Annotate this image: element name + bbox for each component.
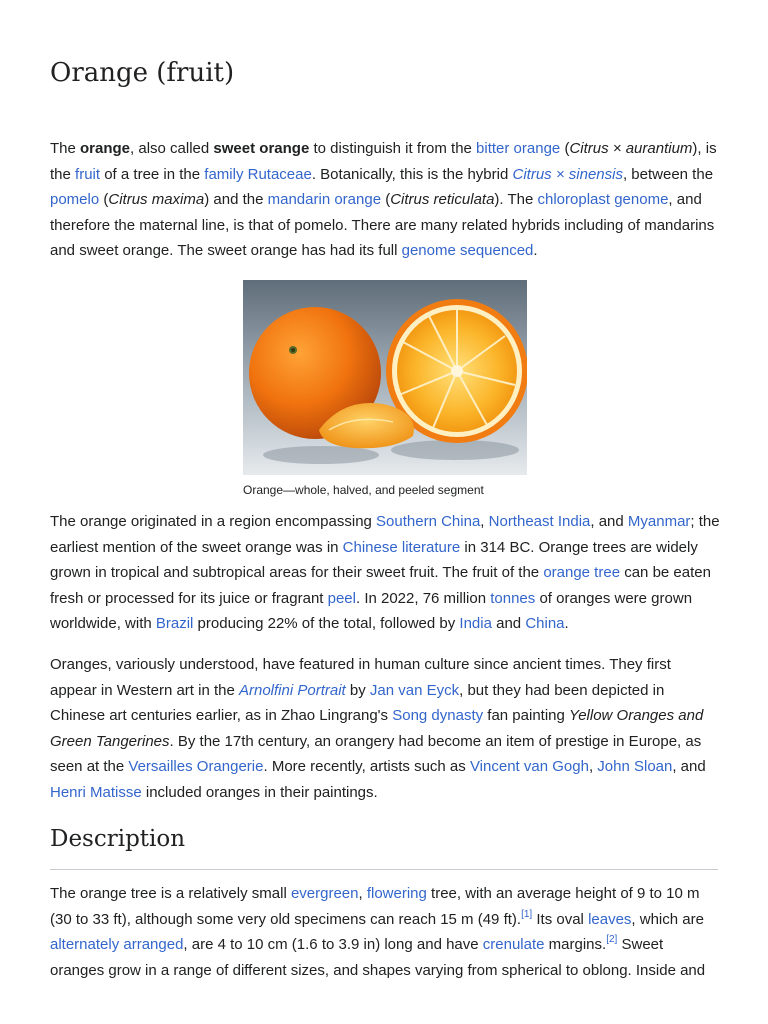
text: . In 2022, 76 million	[355, 589, 491, 607]
text: The	[50, 140, 81, 157]
italic-citrus-maxima: Citrus maxima	[108, 191, 205, 209]
link-brazil[interactable]: Brazil	[155, 615, 194, 633]
text: . Botanically, this is the hybrid	[311, 165, 513, 183]
text: The orange tree is a relatively small	[50, 885, 291, 902]
bold-term-orange: orange	[80, 140, 131, 157]
text: of oranges were grown worldwide, with	[50, 589, 693, 633]
text: (	[99, 191, 109, 209]
text: . By the 17th century, an orangery had become an item of prestige in Europe, as seen at the	[50, 732, 702, 776]
text: Its oval	[532, 910, 589, 928]
text: .	[533, 242, 538, 260]
link-china[interactable]: China	[525, 615, 565, 633]
italic-citrus-aurantium: Citrus × aurantium	[569, 140, 693, 157]
link-flowering[interactable]: flowering	[366, 885, 427, 902]
text: , and	[672, 758, 706, 776]
link-john-sloan[interactable]: John Sloan	[597, 758, 673, 776]
link-versailles-orangerie[interactable]: Versailles Orangerie	[128, 758, 264, 776]
text: , also called	[130, 140, 214, 157]
link-fruit[interactable]: fruit	[75, 165, 101, 183]
text: , between the	[622, 165, 714, 183]
link-peel[interactable]: peel	[327, 589, 356, 607]
text: by	[345, 681, 370, 699]
text: , which are	[631, 910, 704, 928]
link-song-dynasty[interactable]: Song dynasty	[392, 707, 484, 725]
link-myanmar[interactable]: Myanmar	[627, 513, 691, 530]
text: ). The	[494, 191, 538, 209]
link-mandarin-orange[interactable]: mandarin orange	[267, 191, 382, 209]
text: , and therefore the maternal line, is that of pomelo. There are many related hybrids including of mandarins and sweet orange. The sweet orange has had its full	[50, 191, 715, 260]
link-citrus-sinensis-text: Citrus × sinensis	[512, 165, 623, 183]
text: The orange originated in a region encompassing	[50, 513, 377, 530]
page-title: Orange (fruit)	[50, 58, 235, 88]
link-genome-sequenced[interactable]: genome sequenced	[401, 242, 534, 260]
text: tree, with an average height of 9 to 10 m (30 to 33 ft), although some very old specimens can reach 15 m (49 ft).	[50, 885, 700, 928]
reference-1[interactable]	[521, 909, 532, 920]
link-arnolfini-portrait-text: Arnolfini Portrait	[239, 681, 346, 699]
text: ,	[588, 758, 598, 776]
link-vincent-van-gogh[interactable]: Vincent van Gogh	[469, 758, 589, 776]
text: (	[381, 191, 391, 209]
text: producing 22% of the total, followed by	[193, 615, 460, 633]
link-arnolfini-portrait[interactable]	[239, 682, 346, 699]
link-crenulate[interactable]: crenulate	[482, 936, 545, 954]
text: ) and the	[204, 191, 268, 209]
link-chloroplast-genome[interactable]: chloroplast genome	[537, 191, 669, 209]
text: fan painting	[483, 707, 570, 725]
text: of a tree in the	[100, 165, 205, 183]
text: margins.	[544, 936, 607, 954]
intro-paragraph	[50, 136, 720, 264]
figure-orange	[243, 280, 527, 497]
link-family-rutaceae[interactable]: family Rutaceae	[204, 165, 312, 183]
italic-citrus-reticulata: Citrus reticulata	[390, 191, 495, 209]
link-jan-van-eyck[interactable]: Jan van Eyck	[369, 681, 460, 699]
text: and	[491, 615, 526, 633]
text: ; the earliest mention of the sweet orange was in	[50, 513, 720, 556]
link-evergreen[interactable]: evergreen	[290, 885, 359, 902]
reference-1-link[interactable]: [1]	[521, 908, 533, 920]
origin-paragraph	[50, 509, 720, 637]
figure-caption: Orange—whole, halved, and peeled segment	[243, 483, 484, 497]
text: in 314 BC. Orange trees are widely grown in tropical and subtropical areas for their sweet fruit. The fruit of the	[50, 538, 698, 582]
link-tonnes[interactable]: tonnes	[490, 589, 536, 607]
text: ,	[358, 885, 367, 902]
text: Oranges, variously understood, have featured in human culture since ancient times. They first appear in Western art in the	[50, 656, 671, 699]
culture-paragraph	[50, 652, 720, 806]
orange-photo[interactable]	[243, 280, 527, 475]
link-citrus-sinensis[interactable]	[513, 166, 623, 183]
link-southern-china[interactable]: Southern China	[376, 513, 481, 530]
section-divider	[50, 869, 718, 870]
text: . More recently, artists such as	[263, 758, 470, 776]
link-northeast-india[interactable]: Northeast India	[488, 513, 591, 530]
text: (	[560, 140, 570, 157]
text: , but they had been depicted in Chinese art centuries earlier, as in Zhao Lingrang's	[50, 681, 665, 725]
link-chinese-literature[interactable]: Chinese literature	[342, 538, 461, 556]
text: ,	[480, 513, 489, 530]
text: can be eaten fresh or processed for its juice or fragrant	[50, 564, 711, 607]
text: , are 4 to 10 cm (1.6 to 3.9 in) long and have	[183, 936, 483, 954]
text: .	[564, 615, 569, 633]
bold-term-sweet-orange: sweet orange	[213, 140, 310, 157]
reference-2[interactable]	[606, 934, 617, 945]
text: ), is the	[50, 140, 717, 183]
link-bitter-orange[interactable]: bitter orange	[476, 140, 561, 157]
reference-2-link[interactable]: [2]	[606, 934, 618, 946]
link-orange-tree[interactable]: orange tree	[543, 564, 621, 582]
text: Sweet oranges grow in a range of different sizes, and shapes varying from spherical to oblong. Inside and	[50, 936, 706, 979]
description-paragraph	[50, 881, 720, 983]
link-henri-matisse[interactable]: Henri Matisse	[50, 783, 142, 801]
text: to distinguish it from the	[309, 140, 477, 157]
link-leaves[interactable]: leaves	[588, 910, 632, 928]
link-alternately-arranged[interactable]: alternately arranged	[50, 936, 184, 954]
italic-yellow-oranges: Yellow Oranges and Green Tangerines	[50, 707, 704, 750]
link-india[interactable]: India	[459, 615, 492, 633]
link-pomelo[interactable]: pomelo	[50, 191, 100, 209]
section-heading-description: Description	[50, 826, 186, 852]
text: included oranges in their paintings.	[141, 783, 378, 801]
text: , and	[590, 513, 628, 530]
